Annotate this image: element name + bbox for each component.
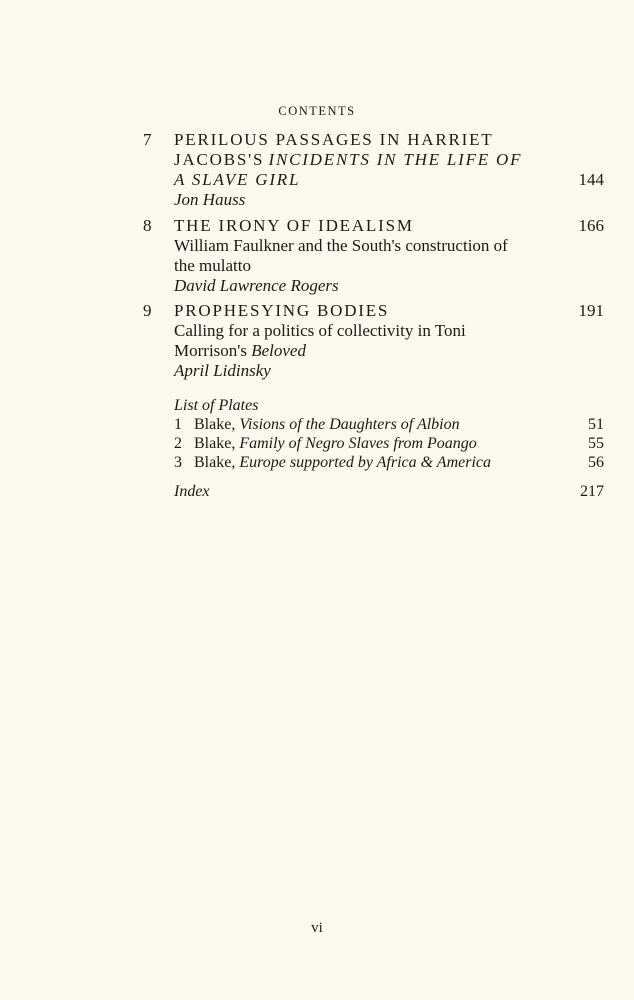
plate-artist: Blake, — [194, 454, 236, 471]
chapter-text — [174, 130, 554, 210]
index-entry — [174, 482, 604, 502]
plate-number: 2 — [174, 435, 182, 452]
chapter-page-number: 191 — [578, 301, 604, 320]
plate-entry — [174, 453, 604, 473]
plate-number: 1 — [174, 416, 182, 433]
plate-page-number: 51 — [588, 416, 604, 433]
chapter-title-line: A SLAVE GIRL — [174, 170, 301, 189]
chapter-text — [174, 216, 554, 296]
index-page-number: 217 — [580, 483, 604, 500]
chapter-title-fragment: JACOBS'S — [174, 150, 265, 169]
chapter-subtitle-line: William Faulkner and the South's construction of — [174, 236, 508, 255]
chapter-page-number: 166 — [578, 216, 604, 235]
chapter-page-number: 144 — [578, 170, 604, 189]
plate-page-number: 55 — [588, 435, 604, 452]
chapter-number: 9 — [143, 301, 152, 320]
plate-work: Europe supported by Africa & America — [239, 454, 491, 471]
chapter-author: Jon Hauss — [174, 190, 246, 209]
chapter-number: 8 — [143, 216, 152, 235]
chapter-subtitle-line: the mulatto — [174, 256, 251, 275]
plate-work: Family of Negro Slaves from Poango — [239, 435, 477, 452]
plate-entry — [174, 434, 604, 454]
chapter-text — [174, 301, 554, 381]
chapter-author: David Lawrence Rogers — [174, 276, 339, 295]
chapter-subtitle-fragment: Morrison's — [174, 341, 247, 360]
chapter-title: PROPHESYING BODIES — [174, 301, 390, 320]
plate-artist: Blake, — [194, 416, 236, 433]
plate-entry — [174, 415, 604, 435]
plates-heading: List of Plates — [174, 397, 259, 414]
chapter-title-line: PERILOUS PASSAGES IN HARRIET — [174, 130, 494, 149]
chapter-title-line — [174, 150, 554, 170]
chapter-title-fragment-italic: INCIDENTS IN THE LIFE OF — [268, 150, 523, 169]
plate-artist: Blake, — [194, 435, 236, 452]
plate-caption — [194, 434, 477, 454]
chapter-author: April Lidinsky — [174, 361, 271, 380]
chapter-title: THE IRONY OF IDEALISM — [174, 216, 414, 235]
plate-page-number: 56 — [588, 454, 604, 471]
page-folio: vi — [311, 920, 323, 936]
index-label: Index — [174, 483, 210, 500]
chapter-number: 7 — [143, 130, 152, 149]
plate-number: 3 — [174, 454, 182, 471]
chapter-subtitle-line — [174, 341, 554, 361]
chapter-subtitle-fragment-italic: Beloved — [251, 341, 306, 360]
running-head: CONTENTS — [278, 104, 356, 118]
plate-work: Visions of the Daughters of Albion — [239, 416, 460, 433]
plate-caption — [194, 453, 491, 473]
plate-caption — [194, 415, 460, 435]
chapter-subtitle-line: Calling for a politics of collectivity in Toni — [174, 321, 466, 340]
